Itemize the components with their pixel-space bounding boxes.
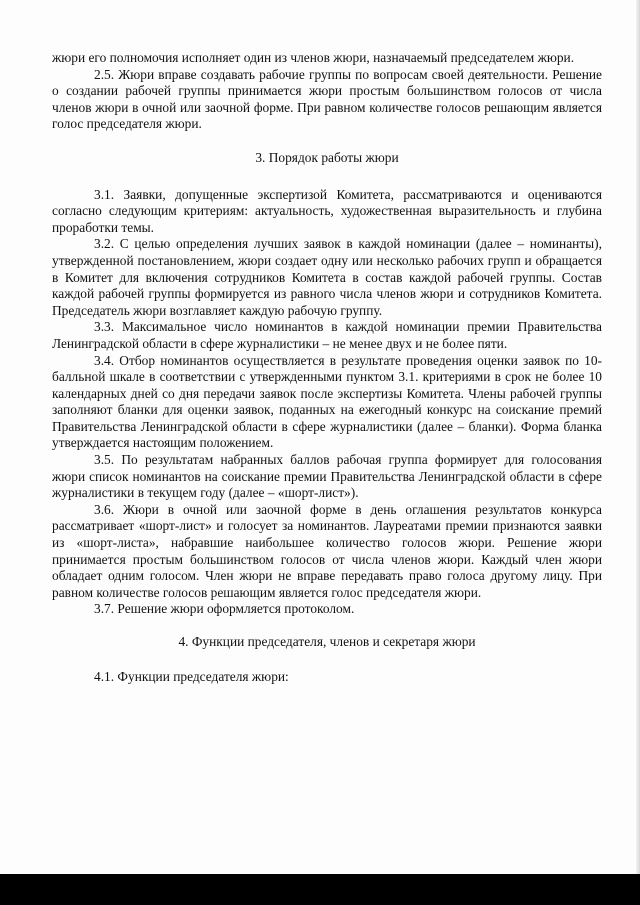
paragraph-3-6: 3.6. Жюри в очной или заочной форме в день оглашения результатов конкурса рассматривает «шорт-лист» и голосует за номинантов. Лауреатами премии признаются заявки из «шорт-листа», набравшие наибольшее количество голосов жюри. Решение жюри принимается простым большинством голосов от числа членов жюри. Каждый член жюри обладает одним голосом. Член жюри не вправе передавать право голоса другому лицу. При равном количестве голосов решающим является голос председателя жюри. bbox=[52, 501, 602, 600]
scan-edge-shadow bbox=[636, 0, 640, 874]
paragraph-3-3: 3.3. Максимальное число номинантов в каждой номинации премии Правительства Ленинградской области в сфере журналистики – не менее двух и не более пяти. bbox=[52, 319, 602, 351]
paragraph-continuation: жюри его полномочия исполняет один из членов жюри, назначаемый председателем жюри. bbox=[52, 50, 575, 65]
paragraph-4-1: 4.1. Функции председателя жюри: bbox=[94, 668, 289, 684]
paragraph-3-5: 3.5. По результатам набранных баллов рабочая группа формирует для голосования жюри список номинантов на соискание премии Правительства Ленинградской области в сфере журналистики в текущем году (далее – «шорт-лист»). bbox=[52, 452, 602, 501]
section-3-heading: 3. Порядок работы жюри bbox=[255, 149, 399, 165]
section-4-heading: 4. Функции председателя, членов и секретаря жюри bbox=[178, 634, 476, 649]
scan-bottom-border bbox=[0, 874, 640, 905]
paragraph-3-1: 3.1. Заявки, допущенные экспертизой Комитета, рассматриваются и оцениваются согласно следующим критериям: актуальность, художественная выразительность и глубина проработки темы. bbox=[52, 186, 602, 235]
paragraph-3-7: 3.7. Решение жюри оформляется протоколом. bbox=[94, 601, 355, 617]
paragraph-3-2: 3.2. С целью определения лучших заявок в каждой номинации (далее – номинанты), утвержденной постановлением, жюри создает одну или несколько рабочих групп и обращается в Комитет для включения сотрудников Комитета в состав каждой рабочей группы. Состав каждой рабочей группы формируется из равного числа членов жюри и сотрудников Комитета. Председатель жюри возглавляет каждую рабочую группу. bbox=[52, 236, 602, 318]
paragraph-3-4: 3.4. Отбор номинантов осуществляется в результате проведения оценки заявок по 10-балльной шкале в соответствии с утвержденными пунктом 3.1. критериями в срок не более 10 календарных дней со дня передачи заявок после экспертизы Комитета. Члены рабочей группы заполняют бланки для оценки заявок, поданных на ежегодный конкурс на соискание премий Правительства Ленинградской области в сфере журналистики (далее – бланки). Форма бланка утверждается настоящим положением. bbox=[52, 352, 602, 451]
document-body bbox=[52, 50, 602, 685]
paragraph-2-5: 2.5. Жюри вправе создавать рабочие группы по вопросам своей деятельности. Решение о создании рабочей группы принимается жюри простым большинством голосов от числа членов жюри в очной или заочной форме. При равном количестве голосов решающим является голос председателя жюри. bbox=[52, 66, 602, 132]
